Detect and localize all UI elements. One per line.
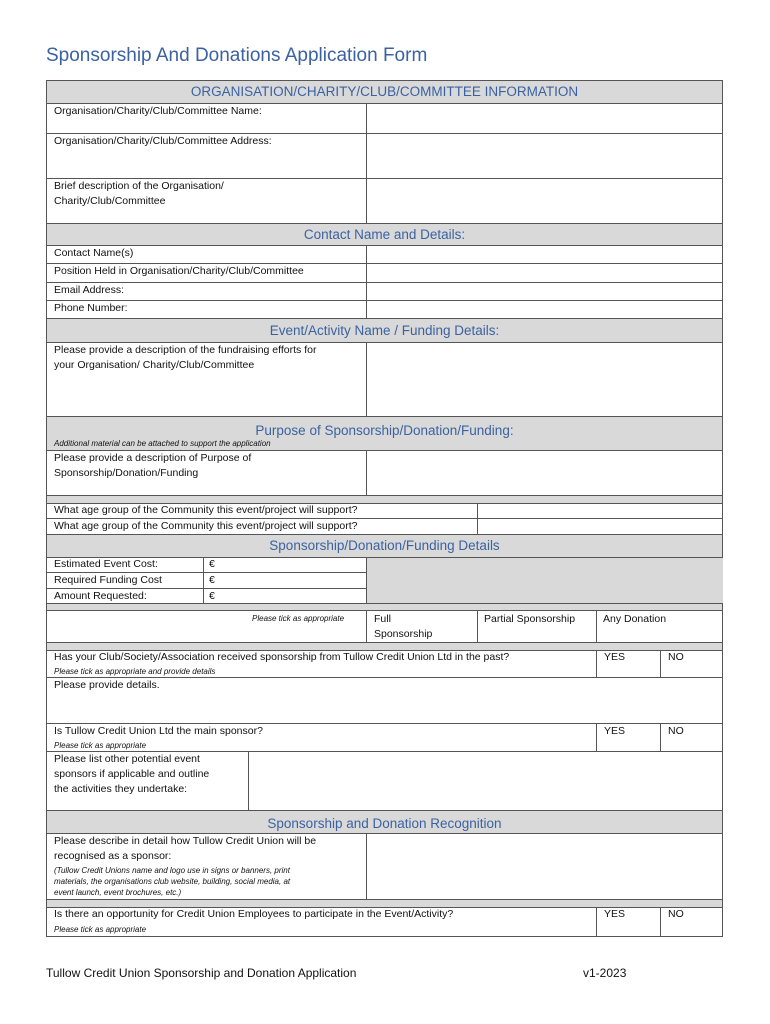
- past-sponsorship-question: Has your Club/Society/Association received sponsorship from Tullow Credit Union Ltd in the past?: [54, 651, 510, 663]
- org-description-field[interactable]: [366, 179, 723, 223]
- past-details-field[interactable]: [47, 693, 722, 723]
- purpose-section-heading: Purpose of Sponsorship/Donation/Funding:: [255, 423, 514, 438]
- application-form: [46, 80, 723, 937]
- email-field[interactable]: [366, 283, 723, 300]
- org-address-field[interactable]: [366, 134, 723, 178]
- event-section-heading: Event/Activity Name / Funding Details:: [47, 319, 722, 342]
- main-sponsor-no[interactable]: NO: [668, 725, 684, 737]
- past-sponsorship-note: Please tick as appropriate and provide details: [54, 667, 216, 676]
- phone-label: Phone Number:: [54, 302, 128, 314]
- other-sponsors-field[interactable]: [249, 752, 723, 810]
- purpose-description-label: Please provide a description of Purpose of Sponsorship/Donation/Funding: [54, 452, 252, 479]
- age-group-field-1[interactable]: [477, 504, 723, 518]
- org-name-field[interactable]: [366, 104, 723, 133]
- main-sponsor-note: Please tick as appropriate: [54, 741, 147, 750]
- recognition-describe-label: Please describe in detail how Tullow Credit Union will be recognised as a sponsor:: [54, 835, 317, 862]
- main-sponsor-question: Is Tullow Credit Union Ltd the main sponsor?: [54, 725, 263, 737]
- amount-requested-field[interactable]: [203, 589, 366, 603]
- event-cost-currency: €: [209, 558, 215, 570]
- employees-note: Please tick as appropriate: [54, 925, 147, 934]
- org-address-label: Organisation/Charity/Club/Committee Address:: [54, 135, 272, 147]
- purpose-description-field[interactable]: [366, 451, 723, 495]
- option-any-donation[interactable]: Any Donation: [603, 613, 667, 625]
- other-sponsors-label: Please list other potential event sponsors if applicable and outline the activities they undertake:: [54, 753, 210, 795]
- amount-requested-currency: €: [209, 590, 215, 602]
- phone-field[interactable]: [366, 301, 723, 318]
- position-label: Position Held in Organisation/Charity/Club/Committee: [54, 265, 304, 277]
- employees-yes[interactable]: YES: [604, 908, 626, 920]
- option-partial-sponsorship[interactable]: Partial Sponsorship: [484, 613, 576, 625]
- email-label: Email Address:: [54, 284, 125, 296]
- event-cost-label: Estimated Event Cost:: [54, 558, 158, 570]
- past-sponsorship-yes[interactable]: YES: [604, 651, 626, 663]
- event-cost-field[interactable]: [203, 558, 366, 572]
- contact-names-field[interactable]: [366, 246, 723, 263]
- funding-cost-label: Required Funding Cost: [54, 574, 162, 586]
- funding-cost-currency: €: [209, 574, 215, 586]
- footer-title: Tullow Credit Union Sponsorship and Donation Application: [46, 966, 357, 980]
- contact-section-heading: Contact Name and Details:: [47, 224, 722, 245]
- contact-names-label: Contact Name(s): [54, 247, 134, 259]
- amount-requested-label: Amount Requested:: [54, 590, 147, 602]
- org-description-label: Brief description of the Organisation/ Charity/Club/Committee: [54, 180, 224, 207]
- funding-section-heading: Sponsorship/Donation/Funding Details: [47, 535, 722, 557]
- org-name-label: Organisation/Charity/Club/Committee Name:: [54, 105, 262, 117]
- page-title: Sponsorship And Donations Application Form: [46, 45, 428, 66]
- age-group-label-1: What age group of the Community this event/project will support?: [54, 504, 358, 516]
- past-details-label: Please provide details.: [54, 679, 160, 691]
- fundraising-field[interactable]: [366, 343, 723, 416]
- past-sponsorship-no[interactable]: NO: [668, 651, 684, 663]
- funding-cost-field[interactable]: [203, 573, 366, 588]
- recognition-describe-field[interactable]: [367, 834, 723, 899]
- age-group-label-2: What age group of the Community this event/project will support?: [54, 520, 358, 532]
- recognition-describe-note: (Tullow Credit Unions name and logo use in signs or banners, print materials, the organisations club website, building, social media, at event launch, event brochures, etc.): [54, 866, 291, 897]
- purpose-note: Additional material can be attached to support the application: [54, 439, 271, 448]
- org-section-heading: ORGANISATION/CHARITY/CLUB/COMMITTEE INFORMATION: [47, 81, 722, 103]
- tick-note: Please tick as appropriate: [252, 614, 345, 623]
- employees-question: Is there an opportunity for Credit Union Employees to participate in the Event/Activity?: [54, 908, 454, 920]
- main-sponsor-yes[interactable]: YES: [604, 725, 626, 737]
- age-group-field-2[interactable]: [477, 519, 723, 534]
- position-field[interactable]: [366, 264, 723, 282]
- fundraising-label: Please provide a description of the fundraising efforts for your Organisation/ Charity/Club/Committee: [54, 344, 317, 371]
- footer-version: v1-2023: [583, 966, 627, 980]
- recognition-section-heading: Sponsorship and Donation Recognition: [47, 811, 722, 833]
- option-full-sponsorship[interactable]: Full Sponsorship: [374, 613, 433, 640]
- employees-no[interactable]: NO: [668, 908, 684, 920]
